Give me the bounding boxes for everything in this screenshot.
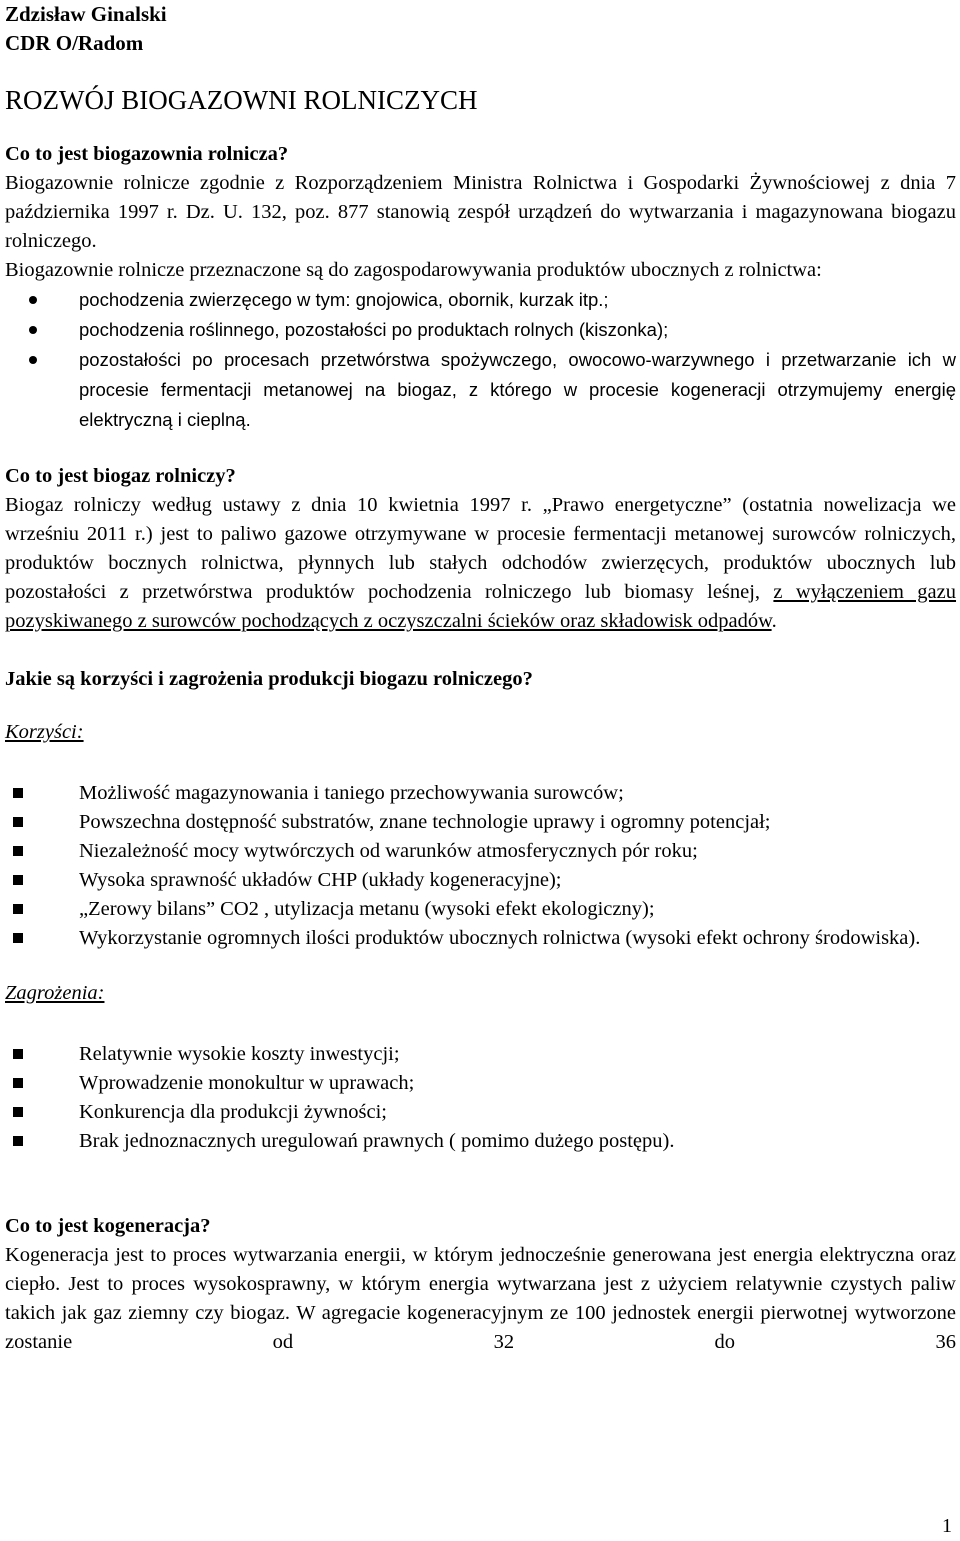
list-item-text: Wprowadzenie monokultur w uprawach; (79, 1072, 415, 1094)
document-title: ROZWÓJ BIOGAZOWNI ROLNICZYCH (5, 85, 478, 115)
section-heading: Jakie są korzyści i zagrożenia produkcji biogazu rolniczego? (5, 668, 533, 690)
bullet-square-icon (13, 1078, 23, 1088)
section-heading: Co to jest biogaz rolniczy? (5, 465, 236, 487)
threats-list (5, 1040, 956, 1156)
bullet-square-icon (13, 1136, 23, 1146)
page-number: 1 (942, 1515, 952, 1537)
section-kogeneracja (5, 1212, 956, 1357)
list-item (5, 866, 956, 895)
bullet-square-icon (13, 1107, 23, 1117)
list-item-text: pochodzenia roślinnego, pozostałości po produktach rolnych (kiszonka); (79, 319, 669, 340)
bullet-dot-icon (29, 326, 37, 334)
bullet-dot-icon (29, 296, 37, 304)
list-item-text: Brak jednoznacznych uregulowań prawnych ( pomimo dużego postępu). (79, 1130, 675, 1152)
list-item (5, 924, 956, 953)
paragraph: Biogazownie rolnicze przeznaczone są do zagospodarowywania produktów ubocznych z rolnictwa: (5, 259, 822, 281)
list-item (5, 1040, 956, 1069)
list-item-text: Możliwość magazynowania i taniego przechowywania surowców; (79, 782, 624, 804)
list-item-text: Konkurencja dla produkcji żywności; (79, 1101, 387, 1123)
list-item (5, 1098, 956, 1127)
bullet-square-icon (13, 1049, 23, 1059)
list-item (5, 1127, 956, 1156)
list-item-text: Wysoka sprawność układów CHP (układy kogeneracyjne); (79, 869, 562, 891)
bullet-square-icon (13, 904, 23, 914)
list-item (5, 285, 956, 315)
list-item (5, 315, 956, 345)
bullet-square-icon (13, 788, 23, 798)
section-heading: Co to jest biogazownia rolnicza? (5, 143, 289, 165)
bullet-dot-icon (29, 356, 37, 364)
author-name: Zdzisław Ginalski (5, 2, 167, 26)
list-item (5, 837, 956, 866)
section-biogazownia (5, 140, 956, 435)
list-item-text: „Zerowy bilans” CO2 , utylizacja metanu (wysoki efekt ekologiczny); (79, 898, 655, 920)
list-item (5, 779, 956, 808)
author-block (5, 0, 956, 58)
list-item-text: pozostałości po procesach przetwórstwa spożywczego, owocowo-warzywnego i przetwarzanie ich w procesie fermentacji metanowej na biogaz, z którego w procesie kogeneracji otrzymujemy energię elektryczną i cieplną. (79, 349, 956, 430)
threats-label (5, 979, 956, 1008)
benefits-list (5, 779, 956, 953)
section-heading: Co to jest kogeneracja? (5, 1215, 211, 1237)
list-item (5, 808, 956, 837)
section-korzysci (5, 665, 956, 1156)
bullet-square-icon (13, 875, 23, 885)
list-item-text: pochodzenia zwierzęcego w tym: gnojowica, obornik, kurzak itp.; (79, 289, 609, 310)
paragraph-end: . (771, 610, 777, 632)
list-item (5, 345, 956, 435)
underlined-text: z wyłączeniem gazu pozyskiwanego z surowców pochodzących z oczyszczalni ścieków oraz składowisk odpadów (5, 581, 957, 632)
list-item (5, 1069, 956, 1098)
paragraph: Kogeneracja jest to proces wytwarzania energii, w którym jednocześnie generowana jest energia elektryczna oraz ciepło. Jest to proces wysokosprawny, w którym energia wytwarzana jest z użyciem relatywnie czystych paliw takich jak gaz ziemny czy biogaz. W agregacie kogeneracyjnym ze 100 jednostek energii pierwotnej wytworzone zostanie od 32 do 36 (5, 1244, 956, 1353)
author-organization: CDR O/Radom (5, 31, 144, 55)
list-item-text: Powszechna dostępność substratów, znane technologie uprawy i ogromny potencjał; (79, 811, 771, 833)
section-biogaz (5, 462, 956, 636)
bullet-square-icon (13, 846, 23, 856)
list-item-text: Niezależność mocy wytwórczych od warunków atmosferycznych pór roku; (79, 840, 698, 862)
benefits-label: Korzyści: (5, 721, 84, 743)
list-item-text: Wykorzystanie ogromnych ilości produktów ubocznych rolnictwa (wysoki efekt ochrony środowiska). (79, 927, 921, 949)
paragraph (5, 491, 956, 636)
paragraph-text: Biogaz rolniczy według ustawy z dnia 10 kwietnia 1997 r. „Prawo energetyczne” (ostatnia nowelizacja we wrześniu 2011 r.) jest to paliwo gazowe otrzymywane w procesie fermentacji metanowej surowców rolniczych, produktów bocznych rolnictwa, płynnych lub stałych odchodów zwierzęcych, produktów ubocznych lub pozostałości z przetwórstwa produktów pochodzenia rolniczego lub biomasy leśnej, (5, 494, 956, 603)
bullet-list (5, 285, 956, 435)
list-item (5, 895, 956, 924)
bullet-square-icon (13, 817, 23, 827)
threats-label-text: Zagrożenia: (5, 982, 105, 1004)
paragraph: Biogazownie rolnicze zgodnie z Rozporządzeniem Ministra Rolnictwa i Gospodarki Żywnościowej z dnia 7 października 1997 r. Dz. U. 132, poz. 877 stanowią zespół urządzeń do wytwarzania i magazynowana biogazu rolniczego. (5, 172, 956, 252)
document-page (5, 0, 956, 1357)
list-item-text: Relatywnie wysokie koszty inwestycji; (79, 1043, 400, 1065)
bullet-square-icon (13, 933, 23, 943)
